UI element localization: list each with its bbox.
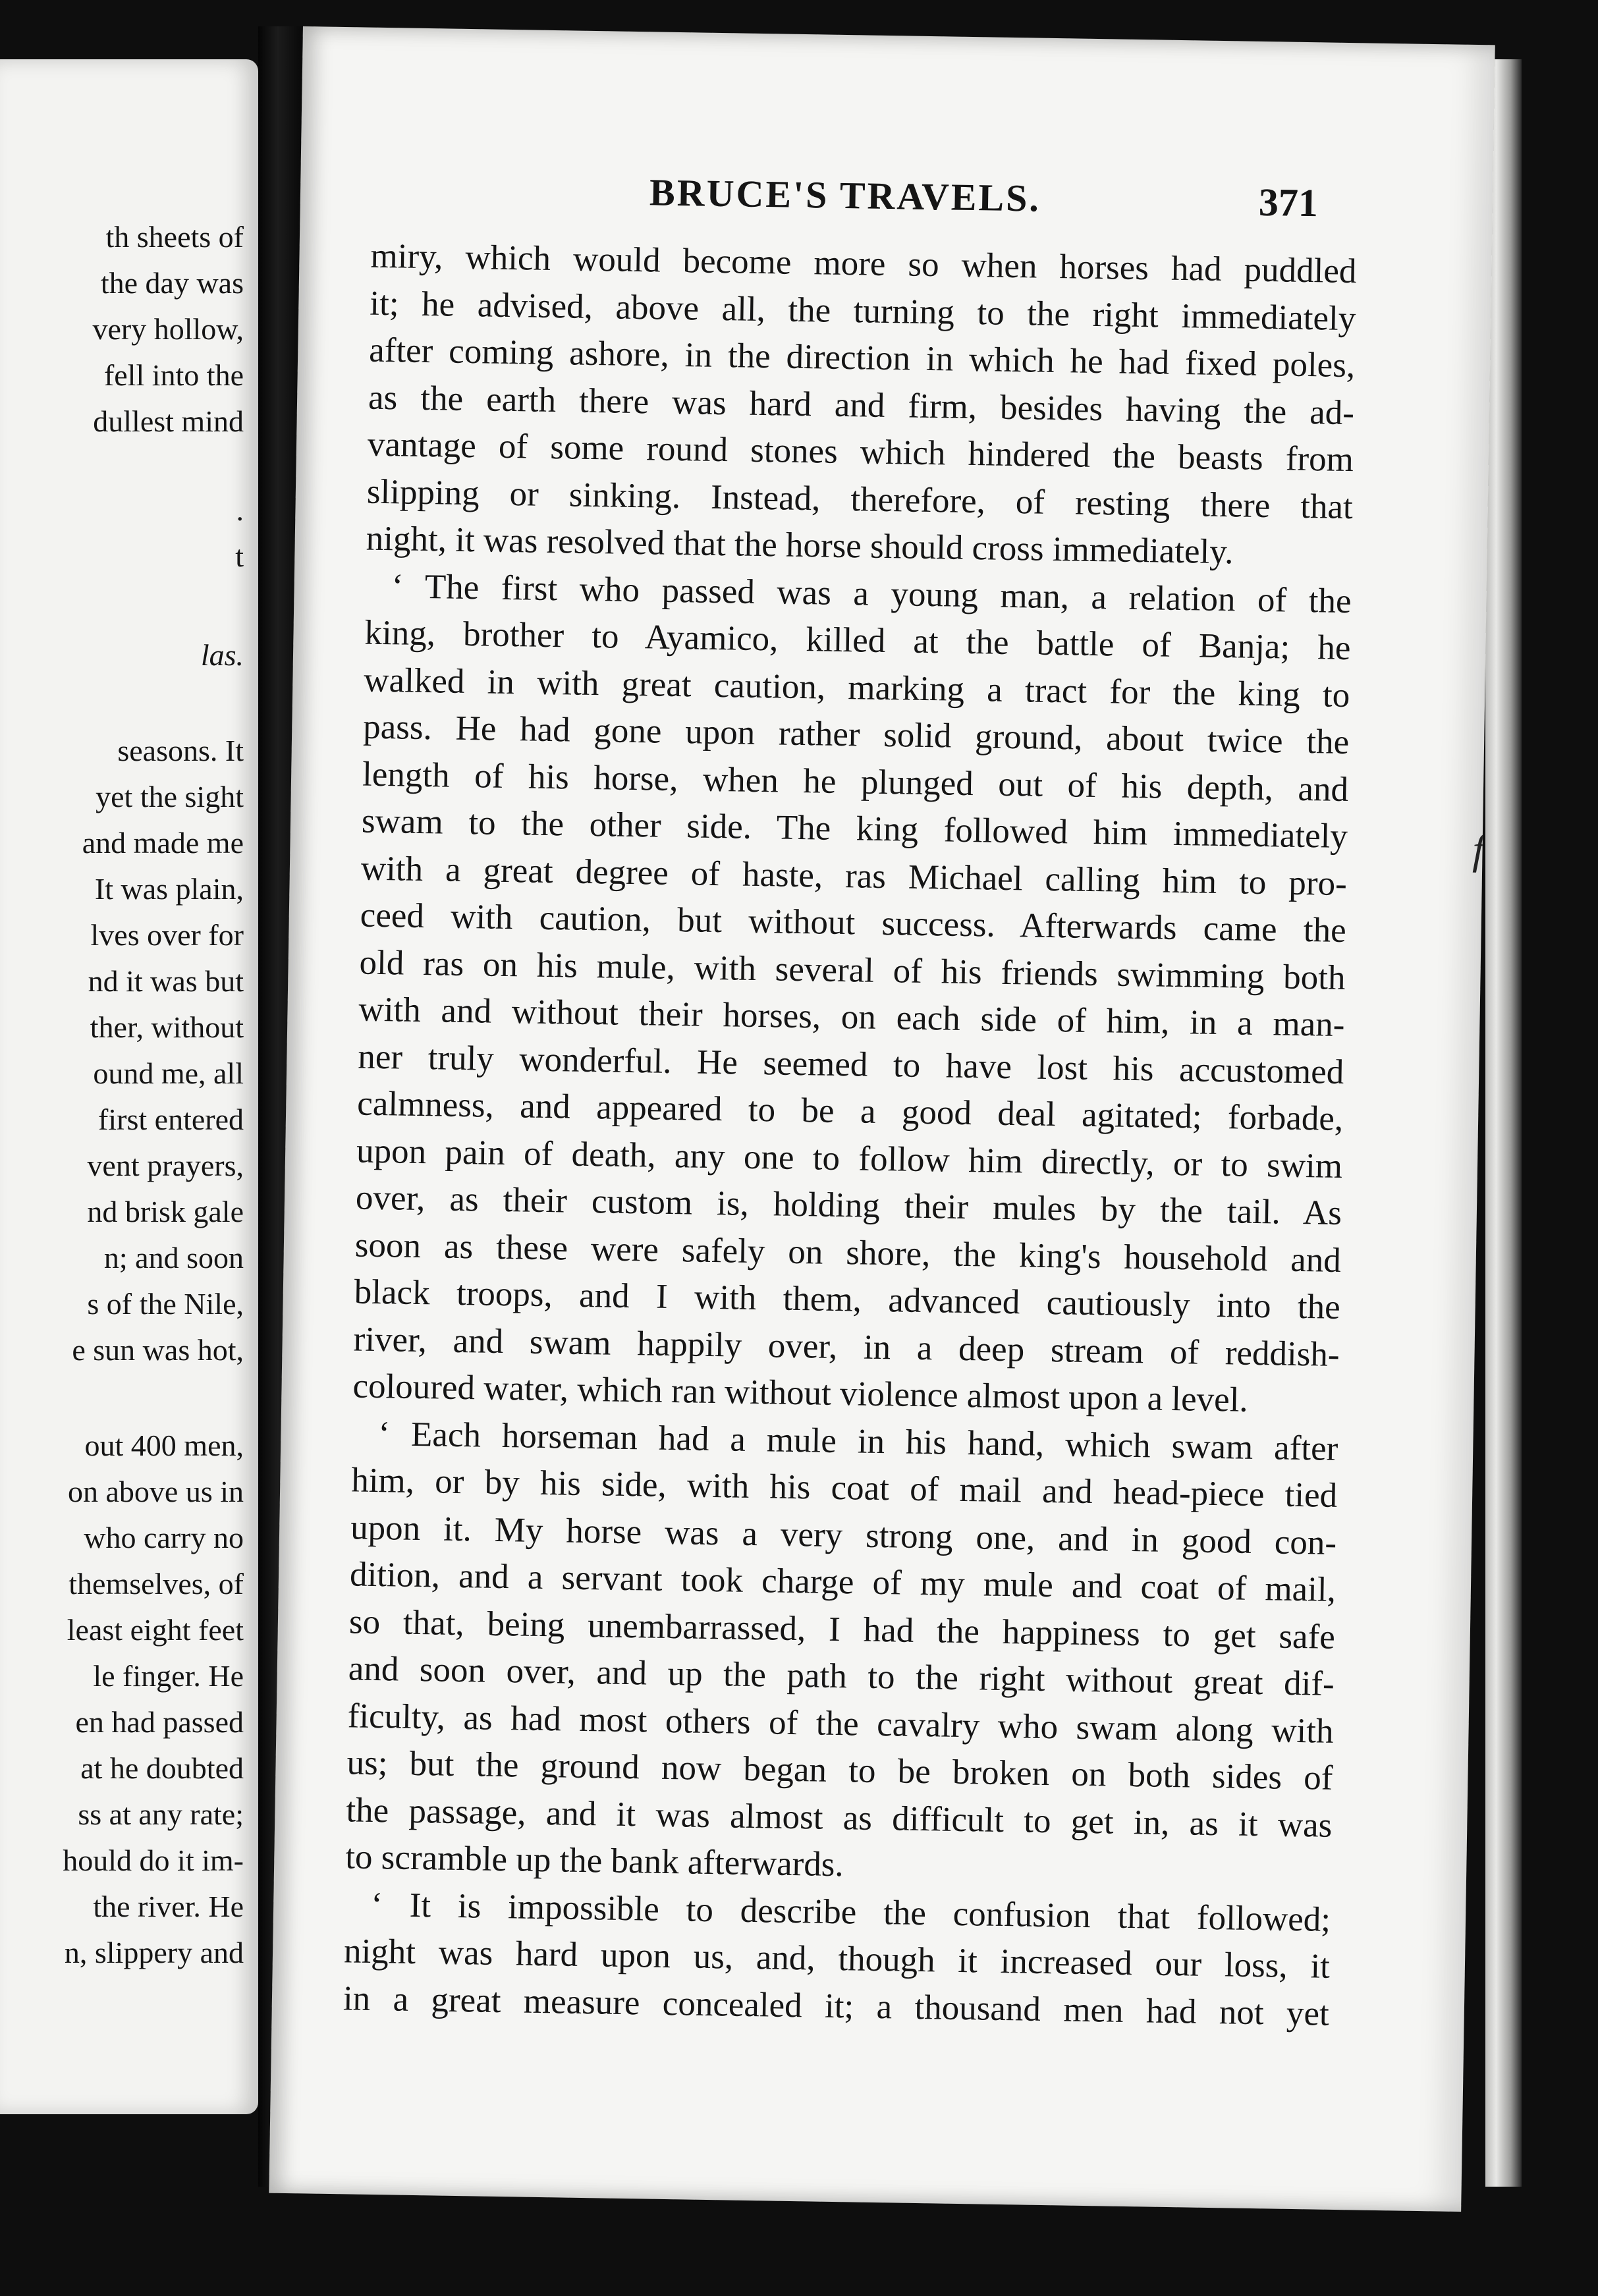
left-page-line: themselves, of: [69, 1567, 244, 1600]
left-page-line: n; and soon: [103, 1241, 244, 1274]
text-line: with and without their horses, on each side of him, in a man-: [358, 990, 1345, 1045]
text-line: and soon over, and up the path to the right without great dif-: [348, 1649, 1335, 1703]
left-page-line: first entered: [98, 1103, 244, 1136]
text-line: ceed with caution, but without success. Afterwards came the: [360, 896, 1347, 950]
left-page-line: It was plain,: [94, 872, 244, 906]
text-line: over, as their custom is, holding their mules by the tail. As: [355, 1178, 1342, 1232]
text-line: length of his horse, when he plunged out of his depth, and: [362, 755, 1349, 809]
text-line: miry, which would become more so when horses had puddled: [370, 236, 1357, 291]
left-page-line: on above us in: [67, 1475, 244, 1508]
text-line: to scramble up the bank afterwards.: [344, 1838, 844, 1884]
running-head: BRUCE'S TRAVELS.: [649, 171, 1041, 220]
text-line: ner truly wonderful. He seemed to have lost his accustomed: [357, 1037, 1344, 1091]
text-line: ‘ Each horseman had a mule in his hand, which swam after: [377, 1414, 1338, 1468]
left-page: [0, 59, 258, 2114]
body-text: [343, 233, 1356, 2038]
text-line: ‘ The first who passed was a young man, a relation of the: [391, 566, 1352, 620]
left-page-line: las.: [200, 638, 244, 672]
left-page-line: least eight feet: [67, 1613, 244, 1647]
text-line: upon it. My horse was a very strong one, and in good con-: [350, 1508, 1337, 1562]
left-page-line: out 400 men,: [84, 1429, 244, 1462]
left-page-line: ound me, all: [93, 1056, 244, 1090]
text-line: river, and swam happily over, in a deep stream of reddish-: [353, 1319, 1340, 1374]
text-line: slipping or sinking. Instead, therefore, of resting there that: [366, 472, 1354, 526]
left-page-line: and made me: [82, 826, 244, 860]
left-page-line: nd it was but: [88, 964, 244, 998]
text-line: upon pain of death, any one to follow him directly, or to swim: [356, 1131, 1343, 1186]
text-line: soon as these were safely on shore, the king's household and: [354, 1225, 1342, 1280]
left-page-line: very hollow,: [92, 312, 244, 346]
right-page: [269, 26, 1495, 2212]
left-page-line: ss at any rate;: [78, 1797, 244, 1831]
left-page-line: dullest mind: [93, 404, 244, 438]
text-line: pass. He had gone upon rather solid ground, about twice the: [362, 707, 1350, 762]
left-page-line: vent prayers,: [87, 1149, 244, 1182]
left-page-line: en had passed: [75, 1705, 244, 1739]
left-page-line: who carry no: [84, 1521, 244, 1554]
text-line: swam to the other side. The king followed him immediately: [361, 802, 1348, 856]
left-page-line: fell into the: [103, 358, 244, 392]
left-page-line: le finger. He: [93, 1659, 244, 1693]
left-page-line: ther, without: [90, 1010, 244, 1044]
text-line: as the earth there was hard and firm, besides having the ad-: [368, 378, 1355, 432]
left-page-line: at he doubted: [80, 1751, 244, 1785]
left-page-line: t: [235, 539, 244, 573]
text-line: us; but the ground now began to be broken on both sides of: [346, 1743, 1333, 1797]
text-line: the passage, and it was almost as difficult to get in, as it was: [346, 1790, 1333, 1845]
text-line: in a great measure concealed it; a thousand men had not yet: [343, 1979, 1330, 2033]
page-number: 371: [1258, 180, 1319, 225]
left-page-line: e sun was hot,: [72, 1333, 244, 1367]
text-line: calmness, and appeared to be a good deal agitated; forbade,: [356, 1084, 1344, 1139]
left-page-line: nd brisk gale: [87, 1195, 244, 1228]
left-page-line: th sheets of: [105, 220, 244, 254]
text-line: ‘ It is impossible to describe the confusion that followed;: [370, 1885, 1331, 1939]
text-line: vantage of some round stones which hindered the beasts from: [367, 425, 1354, 479]
text-line: him, or by his side, with his coat of mail and head-piece tied: [350, 1461, 1338, 1515]
text-line: so that, being unembarrassed, I had the happiness to get safe: [348, 1602, 1336, 1656]
text-line: night, it was resolved that the horse should cross immediately.: [366, 519, 1234, 572]
left-page-line: s of the Nile,: [87, 1287, 244, 1321]
text-line: old ras on his mule, with several of his friends swimming both: [359, 943, 1346, 997]
left-page-line: seasons. It: [117, 734, 244, 767]
text-line: it; he advised, above all, the turning to the right immediately: [369, 284, 1356, 338]
text-line: ficulty, as had most others of the cavalry who swam along with: [347, 1696, 1334, 1751]
left-page-line: .: [236, 493, 244, 527]
text-line: after coming ashore, in the direction in which he had fixed poles,: [368, 331, 1356, 385]
text-line: walked in with great caution, marking a tract for the king to: [363, 661, 1350, 715]
text-line: dition, and a servant took charge of my mule and coat of mail,: [349, 1555, 1336, 1609]
text-line: black troops, and I with them, advanced cautiously into the: [354, 1272, 1341, 1326]
left-page-line: lves over for: [90, 918, 244, 952]
left-page-line: yet the sight: [96, 780, 244, 813]
text-line: night was hard upon us, and, though it increased our loss, it: [343, 1932, 1331, 1986]
left-page-line: n, slippery and: [64, 1936, 244, 1969]
margin-mark: f: [1472, 826, 1485, 873]
left-page-line: the day was: [100, 266, 244, 300]
text-line: with a great degree of haste, ras Michael calling him to pro-: [360, 849, 1348, 903]
text-line: coloured water, which ran without violence almost upon a level.: [352, 1367, 1249, 1419]
left-page-line: hould do it im-: [63, 1844, 244, 1877]
text-line: king, brother to Ayamico, killed at the battle of Banja; he: [364, 613, 1351, 668]
page-edge: [1485, 59, 1522, 2187]
left-page-line: the river. He: [93, 1890, 244, 1923]
